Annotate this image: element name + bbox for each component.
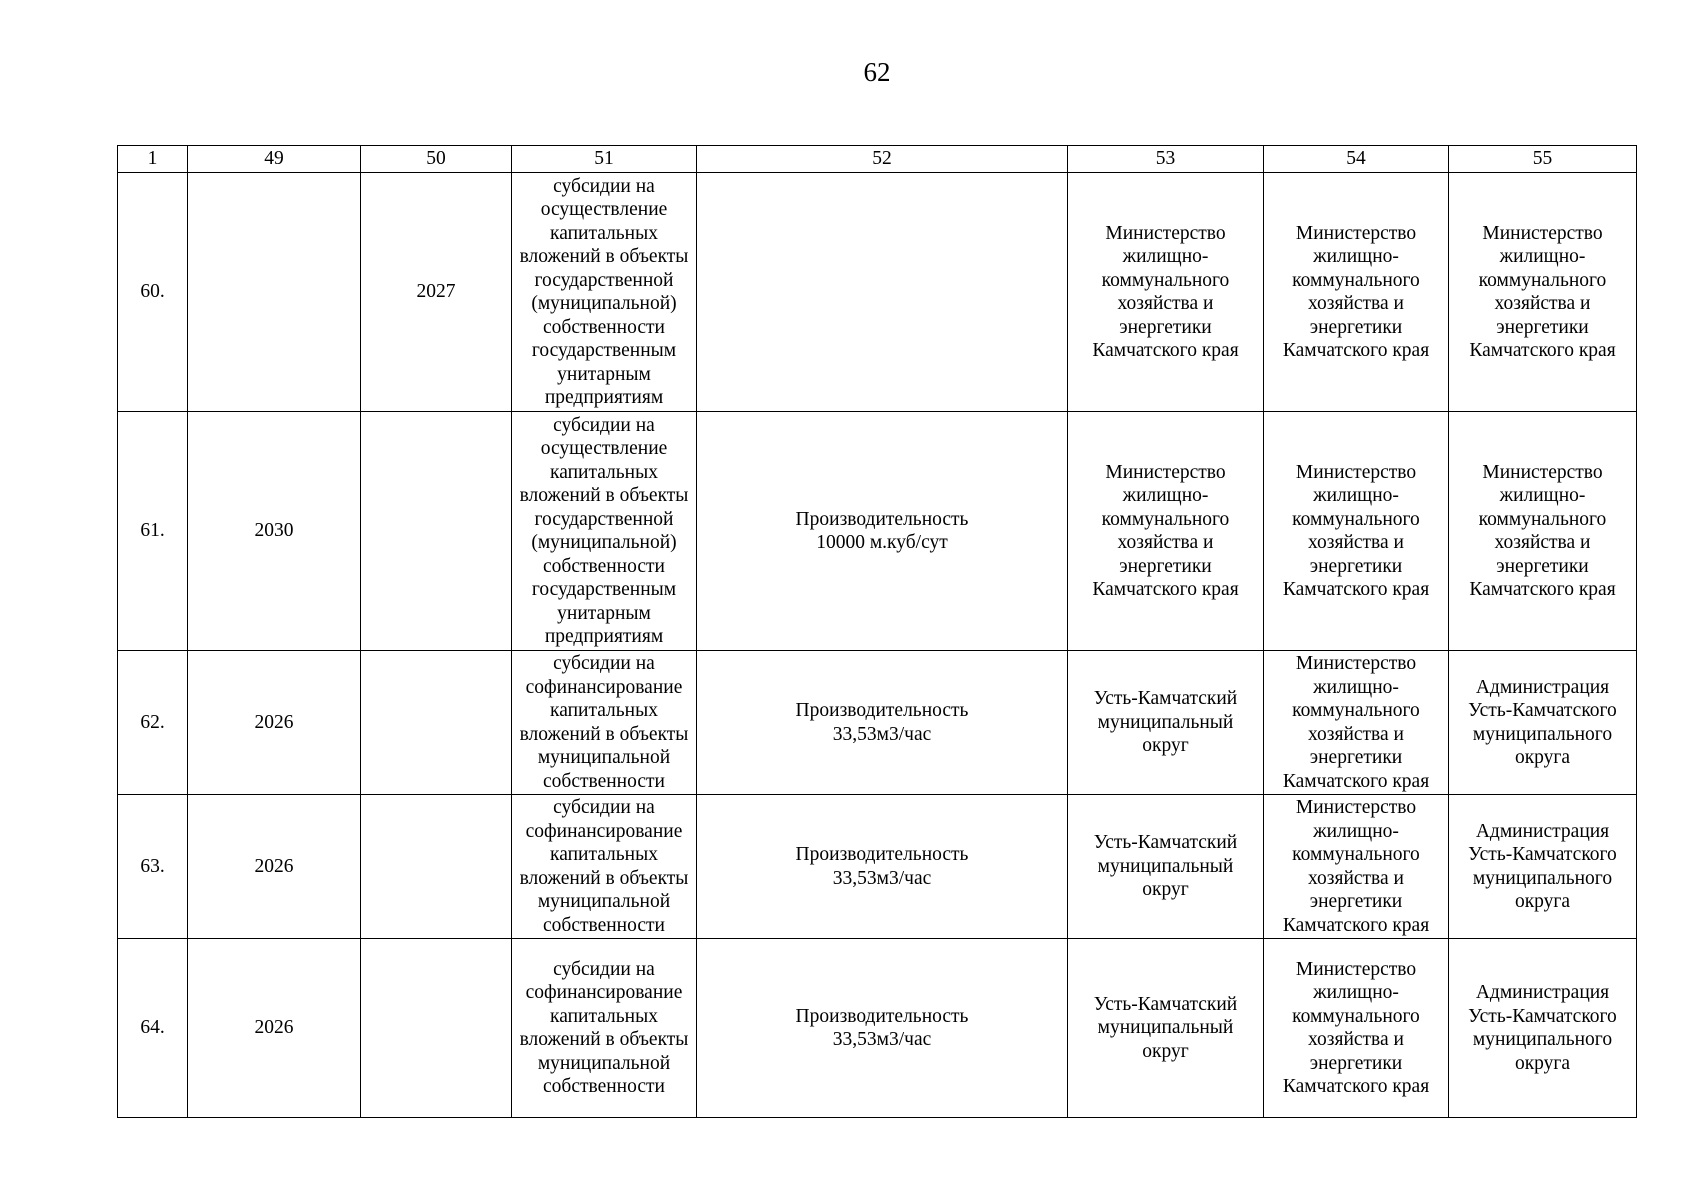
cell-col-49: 2030	[188, 412, 361, 651]
cell-col-53: Усть-Камчатский муниципальный округ	[1068, 795, 1264, 939]
cell-col-51: субсидии на осуществление капитальных вложений в объекты государственной (муниципальной) собственности государственным унитарным предприятиям	[512, 412, 697, 651]
cell-col-49: 2026	[188, 795, 361, 939]
cell-col-55: Администрация Усть-Камчатского муниципального округа	[1449, 795, 1637, 939]
column-header-52: 52	[697, 146, 1068, 173]
column-header-55: 55	[1449, 146, 1637, 173]
header-row	[118, 146, 1637, 173]
table-row	[118, 651, 1637, 795]
table-row	[118, 939, 1637, 1118]
cell-col-50	[361, 795, 512, 939]
row-number-cell: 60.	[118, 173, 188, 412]
cell-col-50	[361, 939, 512, 1118]
table-row	[118, 173, 1637, 412]
column-header-1: 1	[118, 146, 188, 173]
cell-col-55: Министерство жилищно- коммунального хозяйства и энергетики Камчатского края	[1449, 412, 1637, 651]
column-header-49: 49	[188, 146, 361, 173]
cell-col-53: Усть-Камчатский муниципальный округ	[1068, 651, 1264, 795]
row-number-cell: 63.	[118, 795, 188, 939]
cell-col-49	[188, 173, 361, 412]
cell-col-54: Министерство жилищно- коммунального хозяйства и энергетики Камчатского края	[1264, 939, 1449, 1118]
column-header-54: 54	[1264, 146, 1449, 173]
cell-col-52: Производительность 33,53м3/час	[697, 651, 1068, 795]
cell-col-54: Министерство жилищно- коммунального хозяйства и энергетики Камчатского края	[1264, 173, 1449, 412]
cell-col-49: 2026	[188, 651, 361, 795]
cell-col-51: субсидии на осуществление капитальных вложений в объекты государственной (муниципальной) собственности государственным унитарным предприятиям	[512, 173, 697, 412]
cell-col-50: 2027	[361, 173, 512, 412]
data-table	[117, 145, 1637, 1118]
column-header-53: 53	[1068, 146, 1264, 173]
cell-col-50	[361, 651, 512, 795]
cell-col-50	[361, 412, 512, 651]
page-number: 62	[863, 57, 891, 87]
cell-col-51: субсидии на софинансирование капитальных вложений в объекты муниципальной собственности	[512, 939, 697, 1118]
cell-col-53: Министерство жилищно- коммунального хозяйства и энергетики Камчатского края	[1068, 173, 1264, 412]
cell-col-51: субсидии на софинансирование капитальных вложений в объекты муниципальной собственности	[512, 651, 697, 795]
cell-col-52: Производительность 33,53м3/час	[697, 939, 1068, 1118]
cell-col-54: Министерство жилищно- коммунального хозяйства и энергетики Камчатского края	[1264, 412, 1449, 651]
row-number-cell: 62.	[118, 651, 188, 795]
cell-col-54: Министерство жилищно- коммунального хозяйства и энергетики Камчатского края	[1264, 795, 1449, 939]
cell-col-49: 2026	[188, 939, 361, 1118]
cell-col-52: Производительность 10000 м.куб/сут	[697, 412, 1068, 651]
cell-col-52: Производительность 33,53м3/час	[697, 795, 1068, 939]
cell-col-55: Администрация Усть-Камчатского муниципального округа	[1449, 939, 1637, 1118]
cell-col-53: Министерство жилищно- коммунального хозяйства и энергетики Камчатского края	[1068, 412, 1264, 651]
row-number-cell: 64.	[118, 939, 188, 1118]
cell-col-51: субсидии на софинансирование капитальных вложений в объекты муниципальной собственности	[512, 795, 697, 939]
table-row	[118, 412, 1637, 651]
column-header-50: 50	[361, 146, 512, 173]
cell-col-55: Министерство жилищно- коммунального хозяйства и энергетики Камчатского края	[1449, 173, 1637, 412]
column-header-51: 51	[512, 146, 697, 173]
cell-col-52	[697, 173, 1068, 412]
table-row	[118, 795, 1637, 939]
row-number-cell: 61.	[118, 412, 188, 651]
cell-col-53: Усть-Камчатский муниципальный округ	[1068, 939, 1264, 1118]
cell-col-55: Администрация Усть-Камчатского муниципального округа	[1449, 651, 1637, 795]
cell-col-54: Министерство жилищно- коммунального хозяйства и энергетики Камчатского края	[1264, 651, 1449, 795]
